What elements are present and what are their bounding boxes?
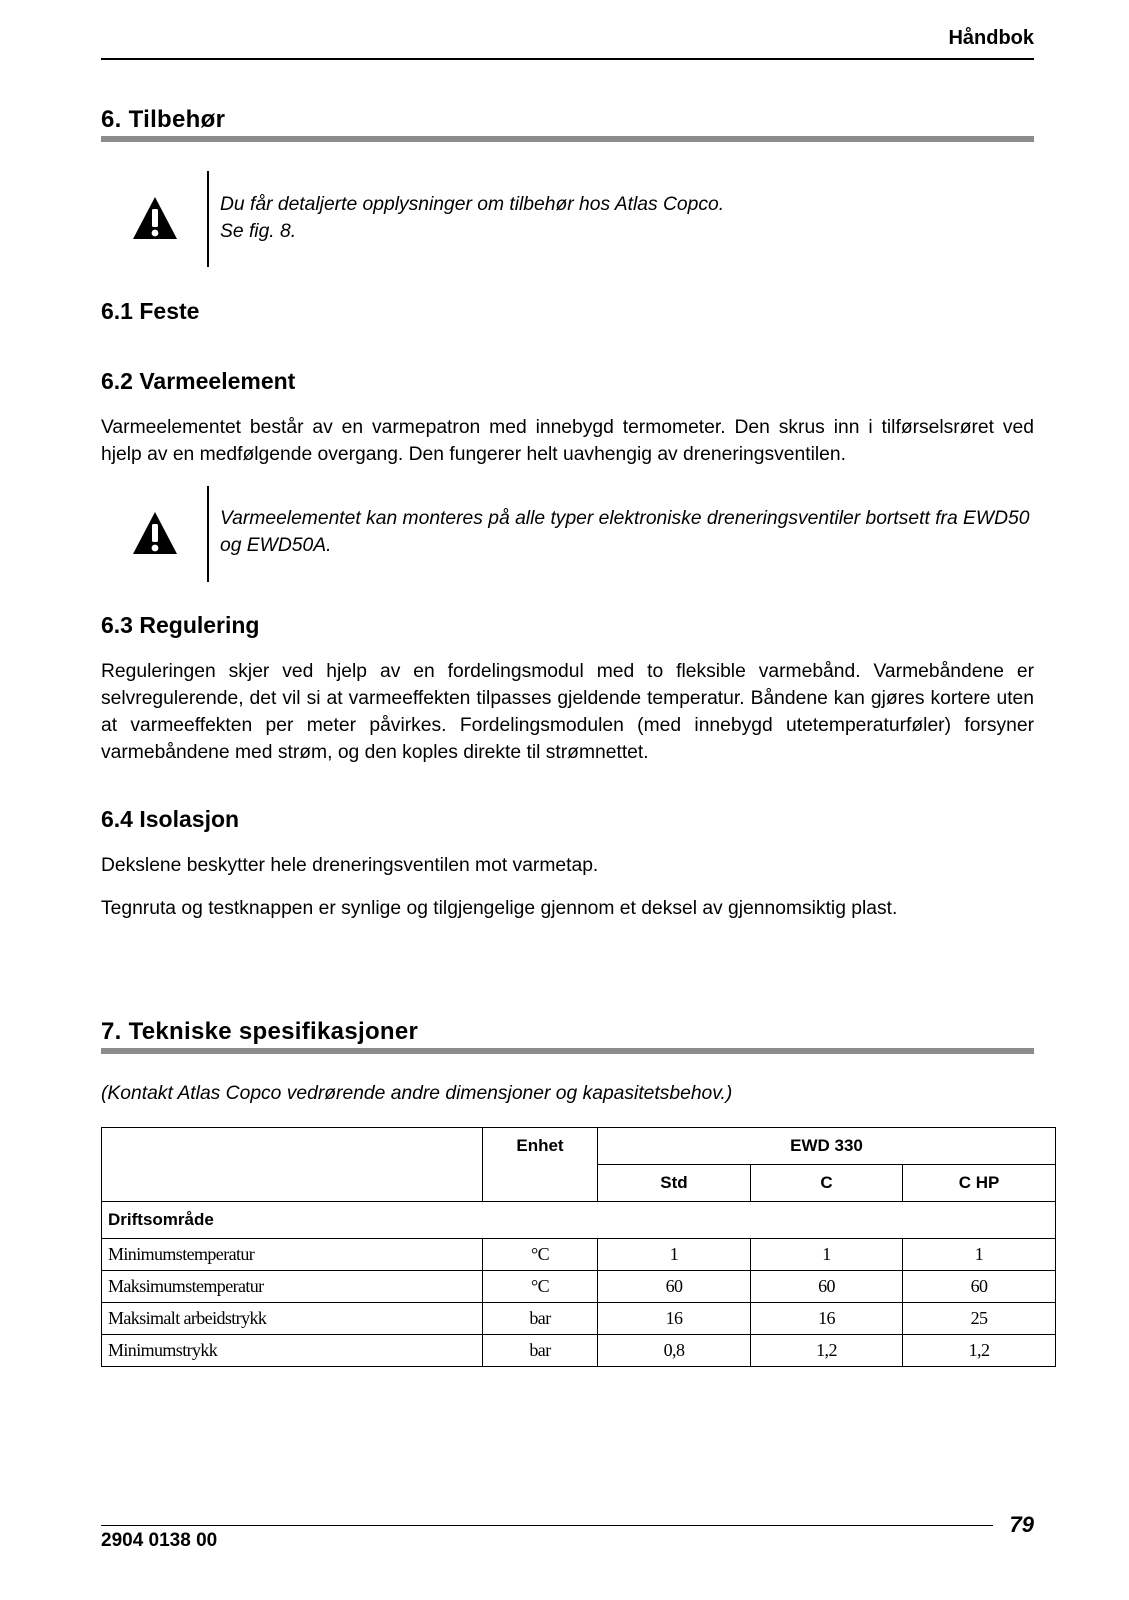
row-unit: bar: [483, 1303, 598, 1335]
page-number: 79: [1009, 1512, 1034, 1537]
section-7-intro: (Kontakt Atlas Copco vedrørende andre dimensjoner og kapasitetsbehov.): [101, 1083, 733, 1104]
row-label: Minimumstemperatur: [102, 1239, 483, 1271]
table-row: [102, 1271, 1056, 1303]
section-6-rule: [101, 136, 1034, 142]
table-corner-cell: [102, 1128, 483, 1202]
row-value-std: 0,8: [598, 1335, 751, 1367]
section-6-1-title: 6.1 Feste: [101, 298, 200, 324]
spec-table: [101, 1127, 1056, 1367]
note-divider: [207, 486, 209, 582]
row-value-chp: 60: [903, 1271, 1056, 1303]
section-6-4-paragraph-2: Tegnruta og testknappen er synlige og tilgjengelige gjennom et deksel av gjennomsiktig plast.: [101, 898, 898, 919]
model-header: EWD 330: [598, 1128, 1056, 1165]
variant-header-c: C: [751, 1165, 903, 1202]
row-value-chp: 1,2: [903, 1335, 1056, 1367]
row-label: Maksimumstemperatur: [102, 1271, 483, 1303]
note-line-2: Se fig. 8.: [220, 221, 297, 242]
section-6-4-paragraph-1: Dekslene beskytter hele dreneringsventilen mot varmetap.: [101, 855, 599, 876]
header-rule: [101, 58, 1034, 60]
table-section-label: Driftsområde: [102, 1202, 1056, 1239]
table-row: [102, 1335, 1056, 1367]
footer-rule: [101, 1525, 993, 1526]
row-value-chp: 1: [903, 1239, 1056, 1271]
document-number: 2904 0138 00: [101, 1530, 218, 1551]
row-value-c: 1: [751, 1239, 903, 1271]
note-text: [220, 191, 1034, 245]
row-value-c: 16: [751, 1303, 903, 1335]
section-7-title: 7. Tekniske spesifikasjoner: [101, 1018, 419, 1045]
row-value-c: 1,2: [751, 1335, 903, 1367]
section-6-2-paragraph: Varmeelementet består av en varmepatron med innebygd termometer. Den skrus inn i tilførselsrøret ved hjelp av en medfølgende overgang. Den fungerer helt uavhengig av dreneringsventilen.: [101, 417, 1034, 465]
row-value-chp: 25: [903, 1303, 1056, 1335]
table-header-row: [102, 1128, 1056, 1165]
variant-header-chp: C HP: [903, 1165, 1056, 1202]
warning-icon: [131, 510, 179, 556]
header-title: Håndbok: [948, 27, 1034, 49]
section-6-2-title: 6.2 Varmeelement: [101, 368, 296, 394]
table-row: [102, 1303, 1056, 1335]
row-value-std: 16: [598, 1303, 751, 1335]
variant-header-std: Std: [598, 1165, 751, 1202]
row-value-std: 1: [598, 1239, 751, 1271]
unit-header: Enhet: [483, 1128, 598, 1202]
section-6-title: 6. Tilbehør: [101, 106, 226, 133]
section-6-3-paragraph: Reguleringen skjer ved hjelp av en fordelingsmodul med to fleksible varmebånd. Varmebåndene er selvregulerende, det vil si at varmeeffekten tilpasses gjeldende temperatur. Båndene kan gjøres kortere uten at varmeeffekten per meter påvirkes. Fordelingsmodulen (med innebygd utetemperaturføler) forsyner varmebåndene med strøm, og den koples direkte til strømnettet.: [101, 661, 1034, 763]
note-text: Varmeelementet kan monteres på alle typer elektroniske dreneringsventiler bortsett fra EWD50 og EWD50A.: [220, 508, 1030, 556]
table-row: [102, 1239, 1056, 1271]
warning-icon: [131, 195, 179, 241]
row-label: Minimumstrykk: [102, 1335, 483, 1367]
note-accessories: [101, 171, 1034, 267]
row-unit: °C: [483, 1239, 598, 1271]
section-6-4-title: 6.4 Isolasjon: [101, 806, 240, 832]
note-divider: [207, 171, 209, 267]
note-heating-element: [101, 486, 1034, 582]
section-6-3-title: 6.3 Regulering: [101, 612, 260, 638]
row-unit: °C: [483, 1271, 598, 1303]
row-label: Maksimalt arbeidstrykk: [102, 1303, 483, 1335]
section-7-rule: [101, 1048, 1034, 1054]
note-line-1: Du får detaljerte opplysninger om tilbehør hos Atlas Copco.: [220, 194, 725, 215]
row-value-std: 60: [598, 1271, 751, 1303]
row-unit: bar: [483, 1335, 598, 1367]
table-section-row: [102, 1202, 1056, 1239]
row-value-c: 60: [751, 1271, 903, 1303]
